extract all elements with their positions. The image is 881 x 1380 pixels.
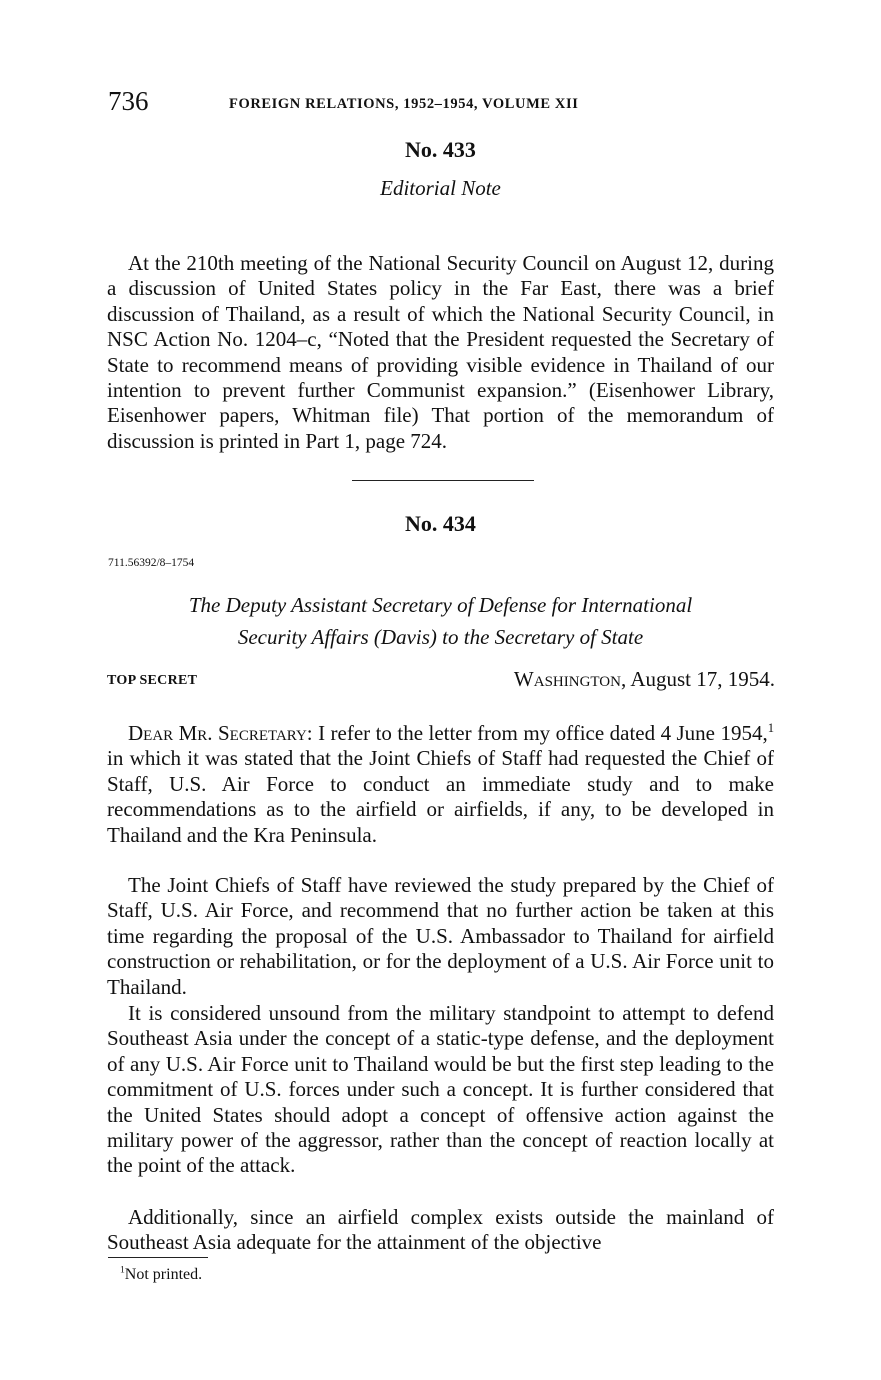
editorial-note-paragraph: At the 210th meeting of the National Security Council on August 12, during a discussion of United States policy in the Far East, there was a brief discussion of Thailand, as a result of which the National Security Council, in NSC Action No. 1204–c, “Noted that the President requested the Secretary of State to recommend means of providing visible evidence in Thailand of our intention to prevent further Communist expansion.” (Eisenhower Library, Eisenhower papers, Whitman file) That portion of the memorandum of discussion is printed in Part 1, page 724. — [107, 251, 774, 453]
file-reference: 711.56392/8–1754 — [108, 557, 195, 569]
document-title — [0, 589, 881, 653]
page-number: 736 — [108, 86, 149, 116]
document-title-line-2: Security Affairs (Davis) to the Secretary of State — [237, 625, 644, 649]
salutation: Dear Mr. Secretary: — [128, 721, 313, 745]
letter-paragraph-2: The Joint Chiefs of Staff have reviewed the study prepared by the Chief of Staff, U.S. Air Force, and recommend that no further action be taken at this time regarding the proposal of the U.S. Ambassador to Thailand for airfield construction or rehabilitation, or for the deployment of a U.S. Air Force unit to Thailand. — [107, 873, 774, 999]
letter-paragraph-3: It is considered unsound from the military standpoint to attempt to defend Southeast Asia under the concept of a static-type defense, and the deployment of any U.S. Air Force unit to Thailand would be but the first step leading to the commitment of U.S. forces under such a concept. It is further considered that the United States should adopt a concept of offensive action against the military power of the aggressor, rather than the concept of reaction locally at the point of the attack. — [107, 1001, 774, 1178]
footnote-marker: 1 — [120, 1264, 125, 1276]
letter-paragraph-1-text-a: I refer to the letter from my office dated 4 June 1954, — [318, 721, 768, 745]
date: August 17, 1954. — [630, 667, 775, 691]
footnote — [120, 1266, 202, 1284]
place-and-date — [514, 667, 775, 692]
classification-label: TOP SECRET — [107, 673, 198, 688]
letter-paragraph-1 — [107, 721, 774, 848]
place: Washington, — [513, 667, 627, 691]
running-head: FOREIGN RELATIONS, 1952–1954, VOLUME XII — [229, 96, 579, 112]
letter-paragraph-1-text-b: in which it was stated that the Joint Chiefs of Staff had requested the Chief of Staff, U.S. Air Force to conduct an immediate study and to make recommendations as to the airfield or airfields, if any, to be developed in Thailand and the Kra Peninsula. — [107, 746, 774, 847]
document-number-433: No. 433 — [405, 137, 476, 162]
editorial-note-subtitle: Editorial Note — [380, 176, 501, 200]
letter-paragraph-4: Additionally, since an airfield complex exists outside the mainland of Southeast Asia adequate for the attainment of the objective — [107, 1205, 774, 1255]
document-number-434: No. 434 — [405, 511, 476, 536]
document-title-line-1: The Deputy Assistant Secretary of Defense for International — [188, 593, 693, 617]
footnote-reference: 1 — [767, 721, 775, 735]
section-separator — [352, 480, 534, 481]
footnote-text: Not printed. — [124, 1266, 203, 1283]
footnote-rule — [108, 1257, 208, 1258]
